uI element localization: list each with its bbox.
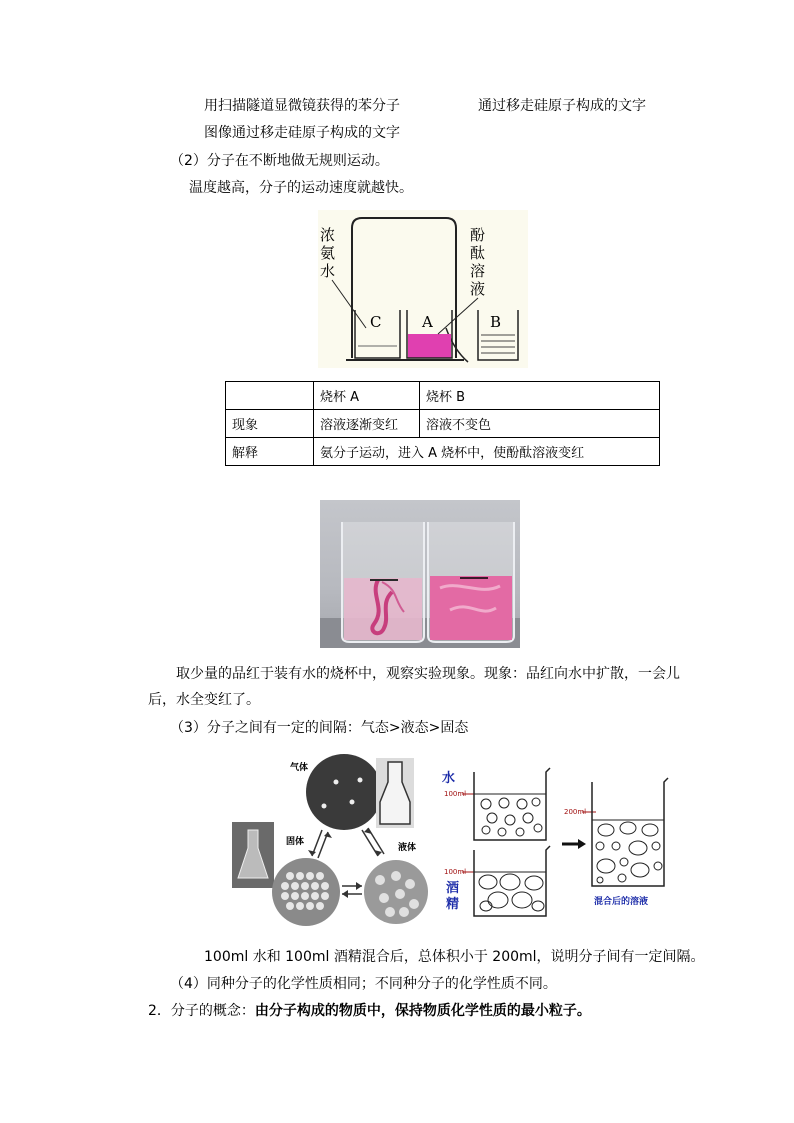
dye-paragraph-line1: 取少量的品红于装有水的烧杯中，观察实验现象。现象：品红向水中扩散，一会儿 bbox=[176, 666, 680, 682]
table-cell bbox=[226, 382, 314, 410]
phenol-label-2: 酞 bbox=[470, 244, 486, 262]
caption-benzene-line2: 图像通过移走硅原子构成的文字 bbox=[204, 125, 400, 141]
phenol-label-3: 溶 bbox=[470, 262, 486, 280]
table-row bbox=[226, 410, 660, 438]
solid-label: 固体 bbox=[286, 837, 305, 847]
dye-diffusion-photo bbox=[320, 500, 520, 648]
definition-prefix: 2．分子的概念： bbox=[148, 1003, 255, 1019]
water-volume-label: 100ml bbox=[444, 790, 467, 798]
gas-label: 气体 bbox=[290, 763, 309, 773]
table-row bbox=[226, 438, 660, 466]
water-label: 水 bbox=[442, 771, 456, 786]
mix-sentence: 100ml 水和 100ml 酒精混合后，总体积小于 200ml，说明分子间有一定间隔。 bbox=[204, 949, 705, 965]
water-alcohol-mixing-figure bbox=[440, 766, 670, 918]
alcohol-label-1: 酒 bbox=[446, 881, 460, 896]
ammonia-label-2: 氨 bbox=[320, 244, 336, 262]
section-4: （4）同种分子的化学性质相同；不同种分子的化学性质不同。 bbox=[170, 976, 557, 992]
mixed-solution-label: 混合后的溶液 bbox=[594, 897, 649, 907]
section-2-title: （2）分子在不断地做无规则运动。 bbox=[170, 153, 389, 169]
table-cell: 解释 bbox=[226, 438, 314, 466]
ammonia-diffusion-figure bbox=[318, 210, 528, 368]
caption-silicon-text: 通过移走硅原子构成的文字 bbox=[478, 98, 646, 114]
molecule-definition bbox=[148, 1001, 591, 1021]
caption-benzene: 用扫描隧道显微镜获得的苯分子 bbox=[204, 98, 400, 114]
beaker-c-label: C bbox=[370, 313, 382, 331]
alcohol-label-2: 精 bbox=[446, 897, 460, 912]
phenol-label-1: 酚 bbox=[470, 226, 486, 244]
section-2-line: 温度越高，分子的运动速度就越快。 bbox=[189, 180, 413, 196]
liquid-label: 液体 bbox=[398, 843, 417, 853]
beaker-a-label: A bbox=[422, 313, 433, 331]
table-cell: 烧杯 A bbox=[314, 382, 420, 410]
ammonia-label-3: 水 bbox=[320, 262, 336, 280]
beaker-b-label: B bbox=[490, 313, 502, 331]
table-cell: 现象 bbox=[226, 410, 314, 438]
section-3-title: （3）分子之间有一定的间隔：气态>液态>固态 bbox=[170, 720, 469, 736]
states-of-matter-figure bbox=[228, 752, 446, 932]
table-cell: 氨分子运动，进入 A 烧杯中，使酚酞溶液变红 bbox=[314, 438, 660, 466]
table-cell: 溶液逐渐变红 bbox=[314, 410, 420, 438]
alcohol-volume-label: 100ml bbox=[444, 868, 467, 876]
table-cell: 烧杯 B bbox=[420, 382, 660, 410]
dye-paragraph-line2: 后，水全变红了。 bbox=[148, 692, 260, 708]
phenol-label-4: 液 bbox=[470, 280, 486, 298]
table-cell: 溶液不变色 bbox=[420, 410, 660, 438]
mixed-volume-label: 200ml bbox=[564, 808, 587, 816]
definition-bold: 由分子构成的物质中，保持物质化学性质的最小粒子。 bbox=[254, 1003, 591, 1019]
ammonia-label-1: 浓 bbox=[320, 226, 336, 244]
result-table bbox=[225, 381, 660, 466]
table-header-row bbox=[226, 382, 660, 410]
